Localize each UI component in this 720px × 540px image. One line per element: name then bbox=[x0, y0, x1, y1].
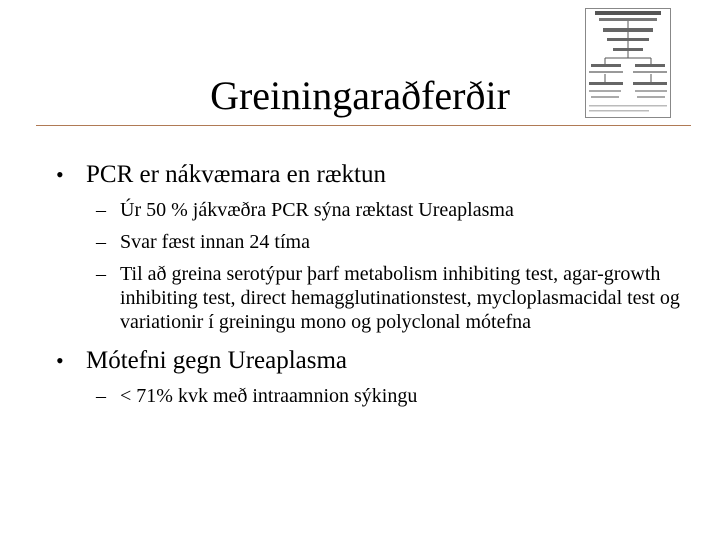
bullet-text: PCR er nákvæmara en ræktun bbox=[86, 161, 386, 188]
bullet-item bbox=[56, 346, 696, 376]
sub-item bbox=[56, 198, 696, 222]
bullet-glyph: • bbox=[56, 162, 64, 187]
sub-list bbox=[56, 384, 696, 408]
sub-item bbox=[56, 262, 696, 334]
dash-glyph: – bbox=[96, 231, 106, 253]
bullet-item bbox=[56, 160, 696, 190]
bullet-glyph: • bbox=[56, 348, 64, 373]
dash-glyph: – bbox=[96, 385, 106, 407]
bullet-list bbox=[56, 160, 696, 416]
slide-title: Greiningaraðferðir bbox=[210, 73, 510, 118]
bullet-text: Mótefni gegn Ureaplasma bbox=[86, 347, 348, 374]
sub-list bbox=[56, 198, 696, 334]
flowchart-thumbnail-image bbox=[585, 8, 671, 118]
title-divider bbox=[36, 125, 691, 126]
sub-item-text: < 71% kvk með intraamnion sýkingu bbox=[120, 385, 418, 407]
dash-glyph: – bbox=[96, 263, 106, 285]
sub-item-text: Til að greina serotýpur þarf metabolism inhibiting test, agar-growth inhibiting test, direct hemagglutinationstest, mycloplasmacidal test og variationir í greiningu mono og polyclonal mótefna bbox=[120, 263, 680, 333]
sub-item-text: Úr 50 % jákvæðra PCR sýna ræktast Ureaplasma bbox=[120, 199, 514, 221]
sub-item-text: Svar fæst innan 24 tíma bbox=[120, 231, 310, 253]
sub-item bbox=[56, 384, 696, 408]
dash-glyph: – bbox=[96, 199, 106, 221]
sub-item bbox=[56, 230, 696, 254]
